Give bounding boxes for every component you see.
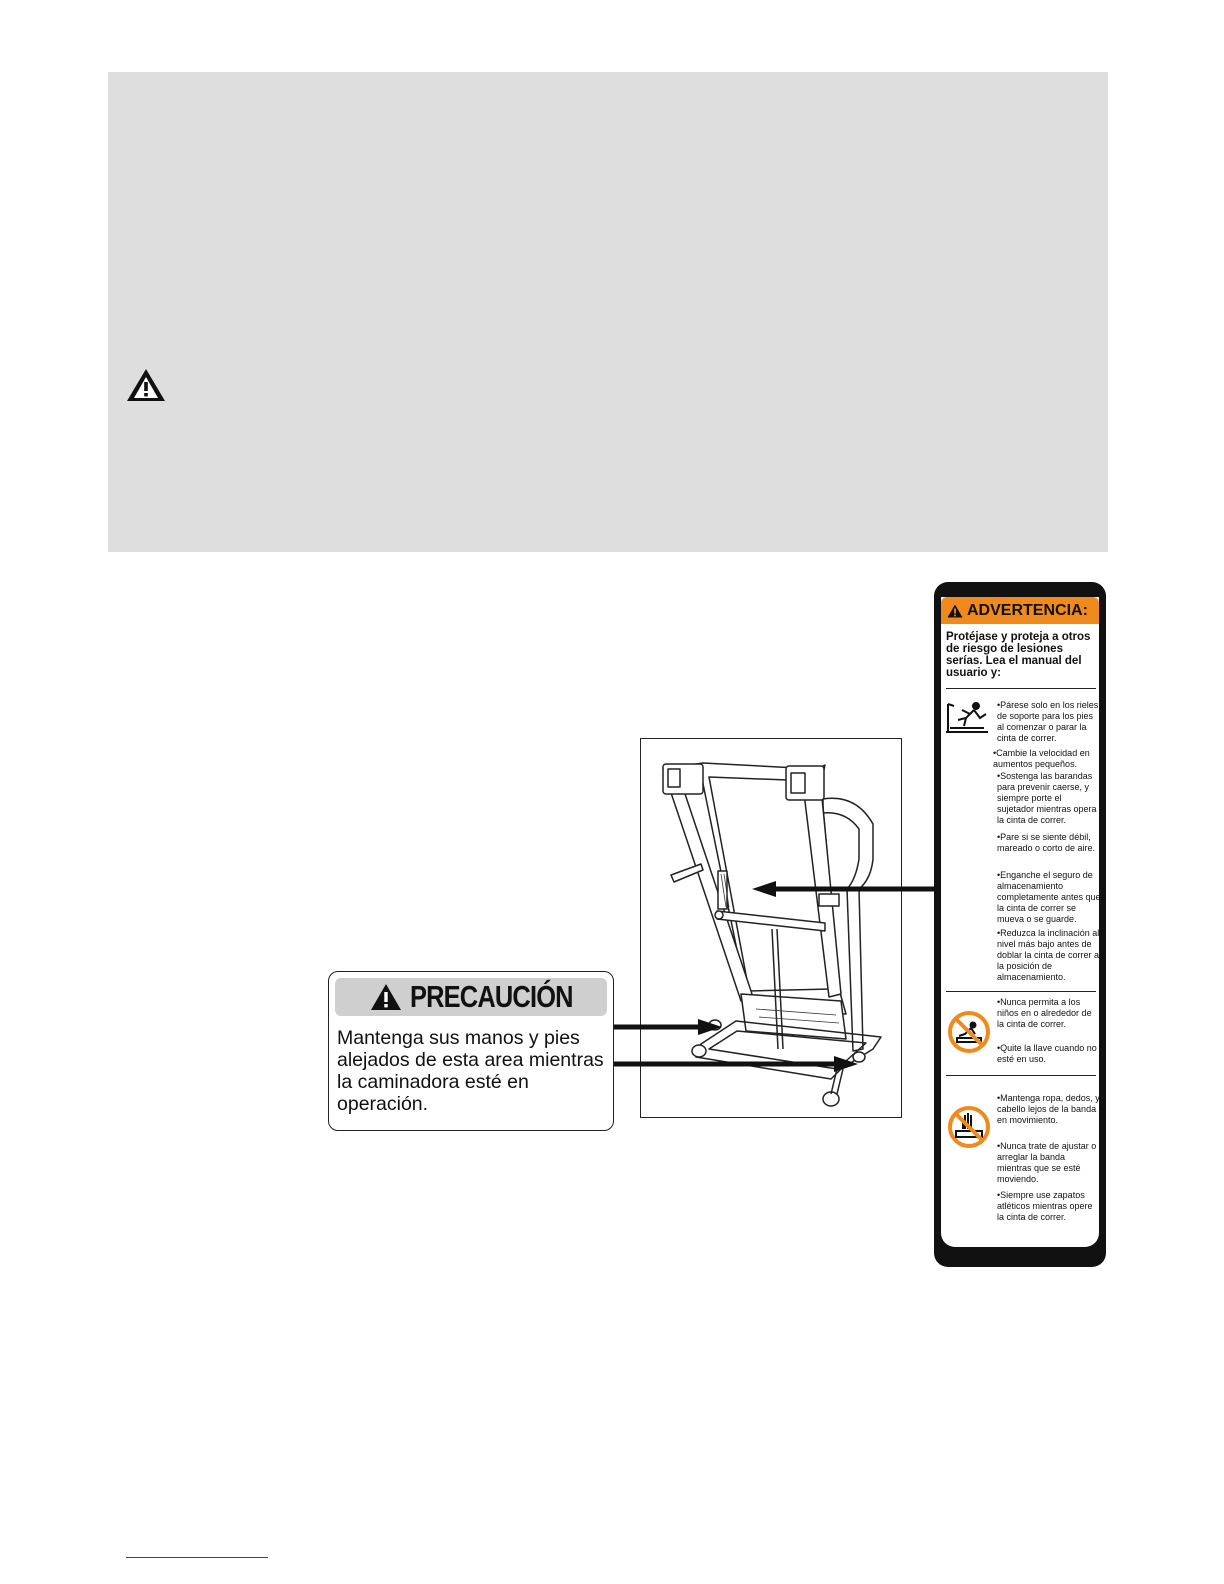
warning-item: •Enganche el seguro de almacenamiento completamente antes que la cinta de correr se mueva o se guarde. (997, 870, 1101, 924)
warning-item: •Mantenga ropa, dedos, y cabello lejos de la banda en movimiento. (997, 1093, 1100, 1125)
section-divider (946, 688, 1096, 689)
advertencia-intro: Protéjase y proteja a otros de riesgo de lesiones serías. Lea el manual del usuario y: (946, 631, 1091, 679)
advertencia-title: ADVERTENCIA: (967, 601, 1088, 619)
no-hands-belt-icon (947, 1105, 991, 1149)
advertencia-decal-body (941, 597, 1099, 1247)
treadmill-illustration (640, 738, 902, 1118)
warning-triangle-icon (370, 983, 402, 1011)
warning-item: •Cambie la velocidad en aumentos pequeños. (993, 748, 1090, 769)
warning-item: •Reduzca la inclinación al nivel más bajo antes de doblar la cinta de correr a la posición de almacenamiento. (997, 928, 1100, 982)
precaution-decal (328, 971, 614, 1131)
advertencia-header (941, 597, 1099, 624)
falling-person-icon (944, 700, 990, 736)
warning-item: •Párese solo en los rieles de soporte para los pies al comenzar o parar la cinta de correr. (997, 700, 1099, 743)
no-children-icon (947, 1010, 991, 1054)
advertencia-decal (934, 582, 1106, 1267)
footer-rule (126, 1557, 268, 1558)
precaution-text: Mantenga sus manos y pies alejados de esta area mientras la caminadora esté en operación. (337, 1027, 604, 1115)
instruction-panel (108, 72, 1108, 552)
warning-item: •Siempre use zapatos atléticos mientras opere la cinta de correr. (997, 1190, 1093, 1222)
warning-item: •Quite la llave cuando no esté en uso. (997, 1043, 1097, 1064)
warning-item: •Nunca permita a los niños en o alrededor de la cinta de correr. (997, 997, 1092, 1029)
warning-triangle-icon (947, 604, 963, 618)
section-divider (946, 991, 1096, 992)
section-divider (946, 1075, 1096, 1076)
warning-item: •Sostenga las barandas para prevenir caerse, y siempre porte el sujetador mientras opera la cinta de correr. (997, 771, 1097, 825)
treadmill-drawing (641, 739, 903, 1119)
warning-item: •Pare si se siente débil, mareado o corto de aire. (997, 832, 1096, 853)
precaution-title: PRECAUCIÓN (409, 979, 573, 1014)
warning-item: •Nunca trate de ajustar o arreglar la banda mientras que se esté moviendo. (997, 1141, 1097, 1184)
precaution-header (335, 978, 607, 1016)
warning-triangle-icon (126, 368, 166, 402)
